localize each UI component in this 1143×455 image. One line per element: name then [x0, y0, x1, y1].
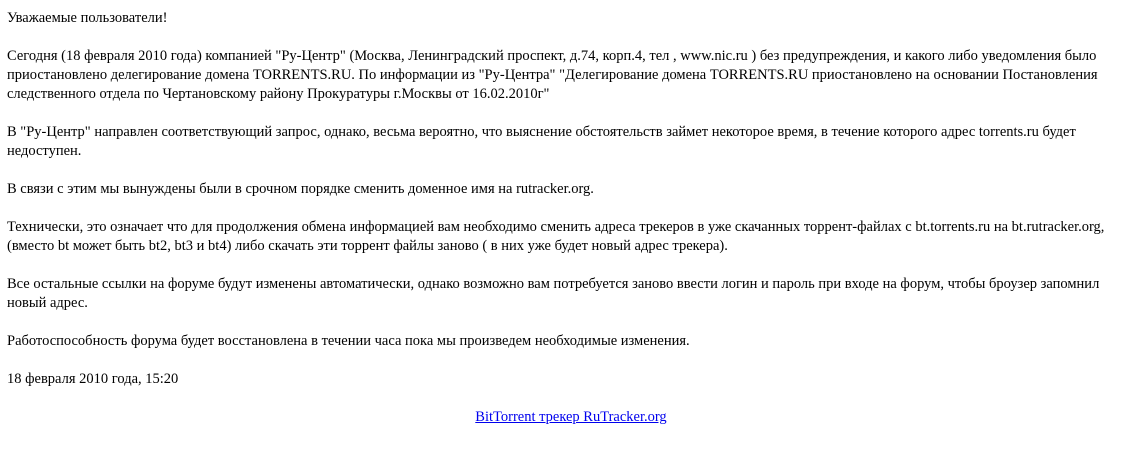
- paragraph-request-sent: В "Ру-Центр" направлен соответствующий запрос, однако, весьма вероятно, что выяснение обстоятельств займет некоторое время, в течение которого адрес torrents.ru будет недоступен.: [7, 124, 1076, 159]
- greeting-heading: Уважаемые пользователи!: [7, 10, 168, 26]
- paragraph-domain-suspended: Сегодня (18 февраля 2010 года) компанией "Ру-Центр" (Москва, Ленинградский проспект, д.74, корп.4, тел , www.nic.ru ) без предупреждения, и какого либо уведомления было приостановлено делегирование домена TORRENTS.RU. По информации из "Ру-Центра" "Делегирование домена TORRENTS.RU приостановлено на основании Постановления следственного отдела по Чертановскому району Прокуратуры г.Москвы от 16.02.2010г": [7, 48, 1098, 102]
- paragraph-technical-instructions: Технически, это означает что для продолжения обмена информацией вам необходимо сменить адреса трекеров в уже скачанных торрент-файлах с bt.torrents.ru на bt.rutracker.org, (вместо bt может быть bt2, bt3 и bt4) либо скачать эти торрент файлы заново ( в них уже будет новый адрес трекера).: [7, 219, 1105, 254]
- paragraph-domain-change: В связи с этим мы вынуждены были в срочном порядке сменить доменное имя на rutracker.org.: [7, 181, 594, 197]
- footer: [7, 408, 1135, 427]
- paragraph-links-update: Все остальные ссылки на форуме будут изменены автоматически, однако возможно вам потребуется заново ввести логин и пароль при входе на форум, чтобы броузер запомнил новый адрес.: [7, 276, 1100, 311]
- date-line: 18 февраля 2010 года, 15:20: [7, 371, 179, 387]
- paragraph-restoration: Работоспособность форума будет восстановлена в течении часа пока мы произведем необходимые изменения.: [7, 333, 690, 349]
- rutracker-link[interactable]: BitTorrent трекер RuTracker.org: [475, 409, 667, 425]
